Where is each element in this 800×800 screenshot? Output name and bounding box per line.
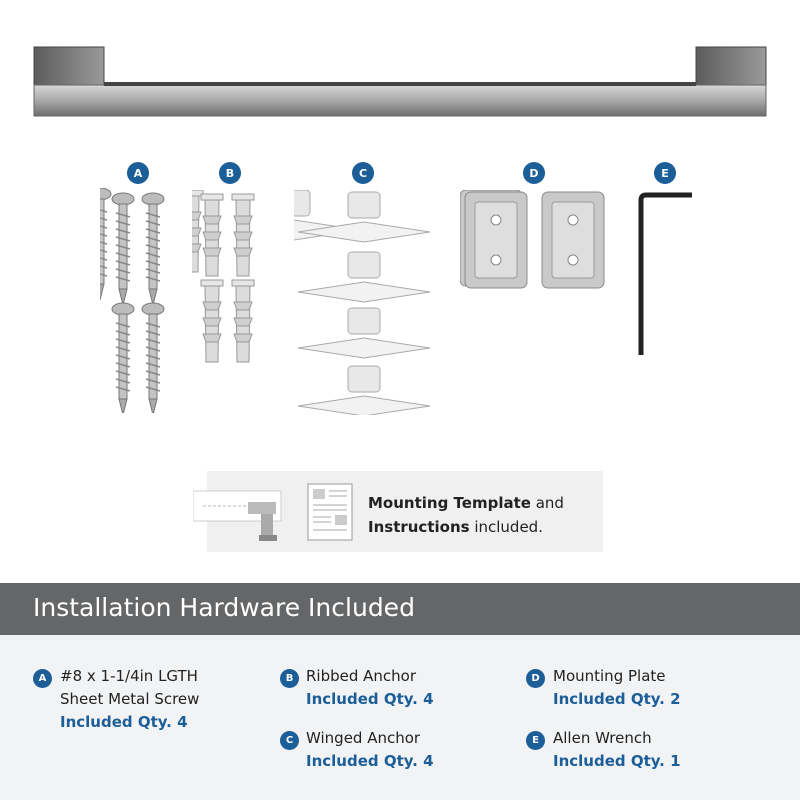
list-item-mounting-plate [553, 665, 681, 711]
hardware-banner [0, 583, 800, 635]
hardware-list-panel [0, 635, 800, 800]
allen-wrench-image [630, 190, 700, 360]
list-item-ribbed-anchor [306, 665, 434, 711]
part-b-badge: B [219, 162, 241, 184]
instructions-sheet-icon [307, 483, 353, 541]
sheet-metal-screws-image [100, 188, 180, 413]
item-e-name: Allen Wrench [553, 729, 652, 747]
template-line1-rest: and [530, 494, 564, 512]
list-item-allen-wrench [553, 727, 681, 773]
towel-bar-image [0, 0, 800, 140]
item-a-badge: A [33, 669, 52, 688]
item-d-name: Mounting Plate [553, 667, 666, 685]
item-b-badge: B [280, 669, 299, 688]
item-a-name-line2: Sheet Metal Screw [60, 690, 200, 708]
template-line2-bold: Instructions [368, 518, 470, 536]
item-b-qty: Included Qty. 4 [306, 690, 434, 708]
list-item-screw [60, 665, 199, 734]
mounting-template-panel [207, 471, 603, 552]
part-a-badge: A [127, 162, 149, 184]
template-line2-rest: included. [469, 518, 543, 536]
ribbed-anchors-image [192, 190, 267, 365]
part-c-badge: C [352, 162, 374, 184]
item-e-qty: Included Qty. 1 [553, 752, 681, 770]
item-d-badge: D [526, 669, 545, 688]
winged-anchors-image [294, 190, 434, 415]
item-c-qty: Included Qty. 4 [306, 752, 434, 770]
mounting-plates-image [460, 190, 610, 290]
part-e-badge: E [654, 162, 676, 184]
item-c-name: Winged Anchor [306, 729, 421, 747]
part-d-badge: D [523, 162, 545, 184]
item-e-badge: E [526, 731, 545, 750]
template-description [368, 491, 564, 539]
drill-template-icon [193, 485, 293, 543]
item-c-badge: C [280, 731, 299, 750]
item-a-qty: Included Qty. 4 [60, 713, 188, 731]
item-d-qty: Included Qty. 2 [553, 690, 681, 708]
list-item-winged-anchor [306, 727, 434, 773]
item-a-name-line1: #8 x 1-1/4in LGTH [60, 667, 198, 685]
item-b-name: Ribbed Anchor [306, 667, 417, 685]
banner-title: Installation Hardware Included [33, 593, 415, 622]
template-line1-bold: Mounting Template [368, 494, 531, 512]
